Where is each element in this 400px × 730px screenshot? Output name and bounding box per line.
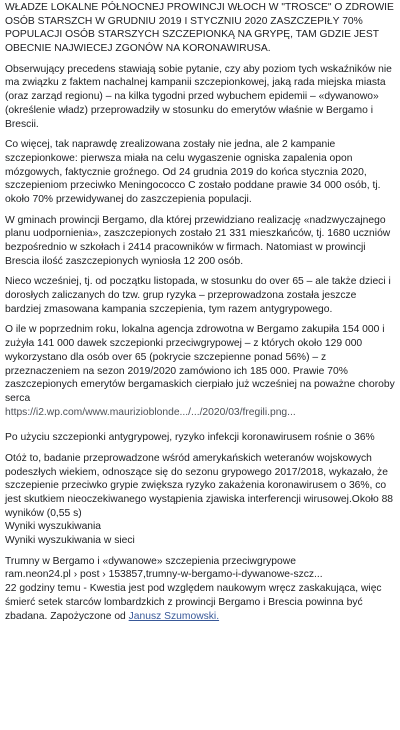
search-results-label: Wyniki wyszukiwania	[5, 521, 102, 533]
post-paragraph: W gminach prowincji Bergamo, dla której przewidziano realizację «nadzwyczajnego planu uodpornienia», zaszczepionych zostało 21 331 mieszkańców, tj. 1680 uczniów bezpośrednio w szkołach i 2414 pracowników w firmach. Natomiast w prowincji Brescia ilość zaszczepionych wyniosła 12 200 osób.	[5, 214, 391, 267]
web-results-label: Wyniki wyszukiwania w sieci	[5, 535, 135, 547]
author-link[interactable]: Janusz Szumowski.	[128, 610, 220, 622]
post-paragraph: Nieco wcześniej, tj. od początku listopada, w stosunku do over 65 – ale także dzieci i dorosłych zaliczanych do tzw. grup ryzyka – przeprowadzona została jeszcze bardziej zmasowana kampania szczepienia, tym razem antygrypowego.	[5, 276, 391, 315]
spacer	[5, 419, 395, 431]
result-title: Trumny w Bergamo i «dywanowe» szczepienia przeciwgrypowe	[5, 555, 296, 567]
result-snippet	[5, 582, 395, 623]
post-paragraph: Obserwujący precedens stawiają sobie pytanie, czy aby poziom tych wskaźników nie ma związku z faktem nachalnej kampanii szczepionkowej, jaką rada miejska miasta (oraz zarząd regionu) – na kilka tygodni przed wybuchem epidemii – «dywanowo» (określenie władz) przeprowadziły w stosunku do emerytów właśnie w Bergamo i Brescii.	[5, 63, 392, 130]
result-url: ram.neon24.pl › post › 153857,trumny-w-bergamo-i-dywanowe-szcz...	[5, 569, 323, 581]
post-paragraph: Co więcej, tak naprawdę zrealizowana zostały nie jedna, ale 2 kampanie szczepionkowe: pierwsza miała na celu wygaszenie ogniska zapalenia opon mózgowych, faktycznie groźnego. Od 24 grudnia 2019 do końca stycznia 2020, szczepieniom przeciwko Meningococco C zostało poddane prawie 34 000 osób, tj. około 70% przewidywanej do zaszczepienia populacji.	[5, 139, 381, 205]
post-paragraph: Otóż to, badanie przeprowadzone wśród amerykańskich weteranów wojskowych podeszłych wiekiem, odnoszące się do sezonu grypowego 2017/2018, wykazało, że szczepienie przeciwko grypie zwiększa ryzyko zakażenia koronawirusem o 36%, co jest skutkiem nieoczekiwanego wystąpienia zjawiska interferencji wirusowej.Około 88 wyników (0,55 s)	[5, 452, 394, 519]
result-snippet-text: 22 godziny temu - Kwestia jest pod względem naukowym wręcz zaskakująca, więc śmierć setek starców lombardzkich z prowincji Bergamo i Brescia powinna być zbadana. Zapożyczone od	[5, 583, 382, 622]
post-headline: WŁADZE LOKALNE PÓŁNOCNEJ PROWINCJI WŁOCH W "TROSCE" O ZDROWIE OSÓB STARSZCH W GRUDNIU 2019 I STYCZNIU 2020 ZASZCZEPIŁY 70% POPULACJI OSÓB STARSZYCH SZCZEPIONKĄ NA GRYPĘ, TAM GDZIE JEST OBECNIE NAJWIECEJ ZGONÓW NA KORONAWIRUSA.	[5, 2, 394, 55]
image-link[interactable]: https://i2.wp.com/www.maurizioblonde.../.../2020/03/fregili.png...	[5, 406, 296, 418]
post-paragraph: O ile w poprzednim roku, lokalna agencja zdrowotna w Bergamo zakupiła 154 000 i zużyła 141 000 dawek szczepionki przeciwgrypowej – z których około 129 000 wykorzystano dla osób over 65 (pokrycie szczepienne ponad 56%) – z przeznaczeniem na sezon 2019/2020 zamówiono ich 185 000. Prawie 70% zaszczepionych emerytów bergamaskich cierpiało już wcześniej na poważne choroby serca	[5, 324, 395, 404]
post-paragraph: Po użyciu szczepionki antygrypowej, ryzyko infekcji koronawirusem rośnie o 36%	[5, 432, 375, 444]
